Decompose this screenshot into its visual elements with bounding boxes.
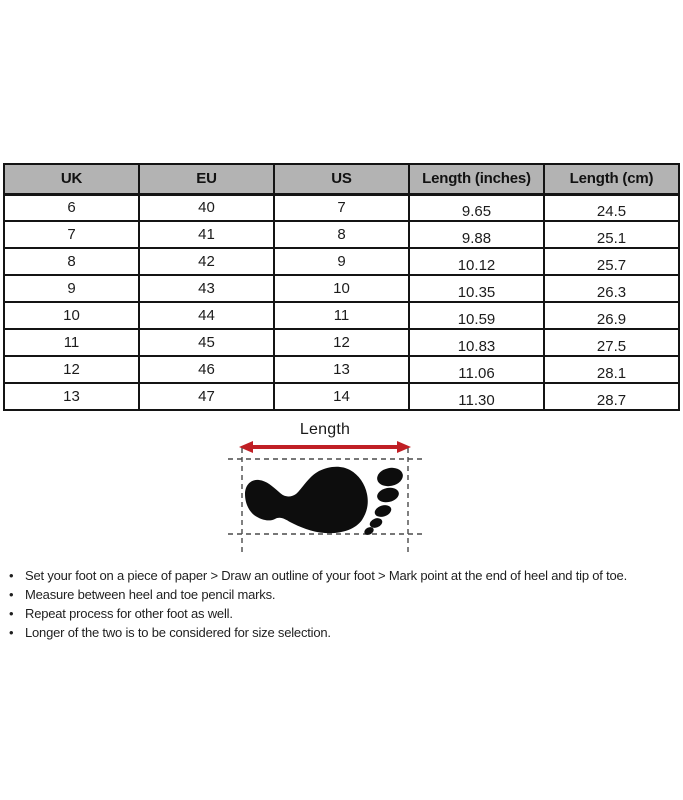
cell-value: 46 [198, 361, 215, 378]
table-cell [4, 275, 139, 302]
table-cell [544, 356, 679, 383]
cell-value: 10 [333, 280, 350, 297]
column-header: Length (inches) [409, 164, 544, 194]
table-cell [139, 248, 274, 275]
instruction-item: • Set your foot on a piece of paper > Draw an outline of your foot > Mark point at the end of heel and tip of toe. [6, 566, 680, 585]
table-cell [139, 221, 274, 248]
cell-value: 10.35 [457, 284, 496, 301]
instruction-item: • Longer of the two is to be considered for size selection. [6, 623, 680, 642]
table-cell [4, 302, 139, 329]
table-cell [274, 221, 409, 248]
cell-value: 8 [67, 253, 76, 270]
table-cell [139, 356, 274, 383]
table-cell [139, 194, 274, 221]
cell-value: 26.9 [596, 311, 627, 328]
instruction-item: • Measure between heel and toe pencil marks. [6, 585, 680, 604]
table-cell [544, 248, 679, 275]
table-cell [409, 383, 544, 410]
cell-value: 26.3 [596, 284, 627, 301]
cell-value: 7 [67, 226, 76, 243]
cell-value: 27.5 [596, 338, 627, 355]
table-row [4, 221, 679, 248]
table-cell [544, 275, 679, 302]
table-cell [409, 221, 544, 248]
table-cell [544, 329, 679, 356]
column-header: Length (cm) [544, 164, 679, 194]
footprint-diagram-svg [225, 420, 425, 555]
table-cell [409, 194, 544, 221]
cell-value: 12 [63, 361, 80, 378]
cell-value: 10.59 [457, 311, 496, 328]
cell-value: 47 [198, 388, 215, 405]
table-row [4, 248, 679, 275]
table-cell [274, 329, 409, 356]
cell-value: 9 [67, 280, 76, 297]
cell-value: 43 [198, 280, 215, 297]
cell-value: 10.83 [457, 338, 496, 355]
length-label: Length [299, 421, 351, 438]
footprint-icon [245, 465, 405, 536]
table-row [4, 356, 679, 383]
cell-value: 28.1 [596, 365, 627, 382]
cell-value: 11.06 [458, 365, 495, 382]
table-header-row [4, 164, 679, 194]
cell-value: 8 [337, 226, 346, 243]
table-cell [139, 383, 274, 410]
cell-value: 9.65 [461, 203, 492, 221]
table-cell [4, 329, 139, 356]
cell-value: 28.7 [596, 392, 627, 409]
cell-value: 11.30 [458, 392, 495, 409]
cell-value: 10.12 [457, 257, 496, 274]
cell-value: 14 [333, 388, 350, 405]
cell-value: 25.7 [596, 257, 627, 274]
table-cell [274, 194, 409, 221]
table-cell [274, 248, 409, 275]
column-header: EU [139, 164, 274, 194]
table-cell [544, 383, 679, 410]
size-chart-table [3, 163, 680, 411]
table-cell [4, 248, 139, 275]
table-cell [409, 248, 544, 275]
table-cell [274, 275, 409, 302]
size-table-body [4, 194, 679, 410]
table-cell [409, 329, 544, 356]
table-cell [544, 302, 679, 329]
table-cell [274, 356, 409, 383]
length-arrow-icon [239, 441, 411, 453]
cell-value: 45 [198, 334, 215, 351]
cell-value: 10 [63, 307, 80, 324]
foot-measurement-diagram [225, 420, 425, 555]
cell-value: 11 [63, 334, 80, 351]
table-cell [4, 194, 139, 221]
instructions-list [6, 566, 680, 642]
table-cell [409, 356, 544, 383]
cell-value: 44 [198, 307, 215, 324]
instruction-item: • Repeat process for other foot as well. [6, 604, 680, 623]
cell-value: 25.1 [596, 230, 627, 247]
table-cell [274, 383, 409, 410]
table-cell [544, 194, 679, 221]
column-header: US [274, 164, 409, 194]
cell-value: 7 [337, 199, 346, 217]
cell-value: 40 [198, 199, 215, 217]
table-cell [4, 221, 139, 248]
table-cell [139, 275, 274, 302]
column-header: UK [4, 164, 139, 194]
table-cell [139, 302, 274, 329]
cell-value: 13 [63, 388, 80, 405]
table-cell [544, 221, 679, 248]
cell-value: 42 [198, 253, 215, 270]
table-row [4, 302, 679, 329]
table-cell [409, 302, 544, 329]
cell-value: 9 [337, 253, 346, 270]
cell-value: 12 [333, 334, 350, 351]
table-row [4, 275, 679, 302]
table-cell [274, 302, 409, 329]
table-cell [139, 329, 274, 356]
cell-value: 9.88 [461, 230, 492, 247]
cell-value: 24.5 [596, 203, 627, 221]
table-cell [4, 356, 139, 383]
table-cell [409, 275, 544, 302]
table-row [4, 383, 679, 410]
table-row [4, 194, 679, 221]
table-row [4, 329, 679, 356]
cell-value: 41 [198, 226, 215, 243]
table-cell [4, 383, 139, 410]
cell-value: 6 [67, 199, 76, 217]
cell-value: 11 [333, 307, 350, 324]
size-chart-table-container [3, 163, 680, 411]
cell-value: 13 [333, 361, 350, 378]
